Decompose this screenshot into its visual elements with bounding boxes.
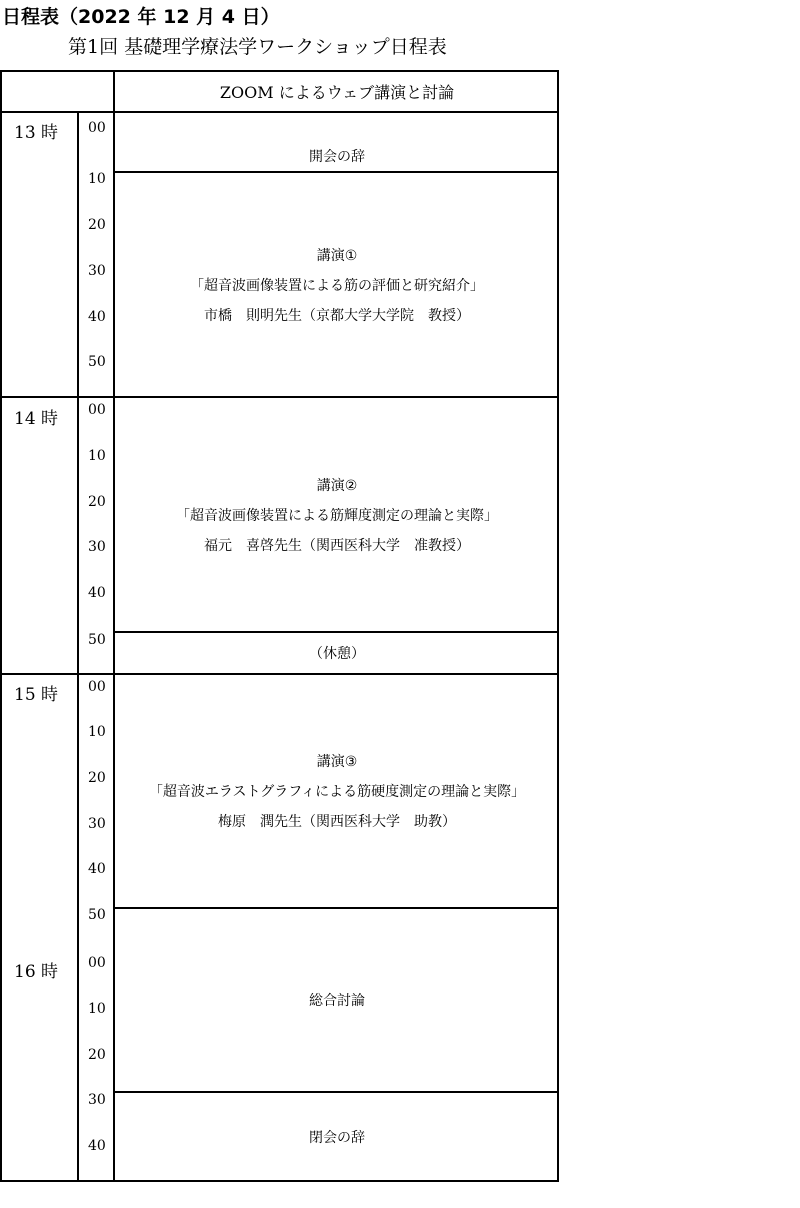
minute-label: 30	[88, 539, 106, 555]
minute-label: 20	[88, 770, 106, 786]
minute-label: 10	[88, 1001, 106, 1017]
minute-label: 00	[88, 955, 106, 971]
minute-label: 50	[88, 354, 106, 370]
minute-label: 30	[88, 1092, 106, 1108]
table-border-left	[0, 70, 2, 1182]
lecture2-title: 講演②	[316, 477, 358, 494]
lecture1-topic: 「超音波画像装置による筋の評価と研究紹介」	[190, 277, 484, 294]
lecture1-block	[116, 173, 558, 396]
hour-divider-15	[0, 673, 115, 675]
minute-label: 40	[88, 585, 106, 601]
minute-label: 10	[88, 724, 106, 740]
break-block	[116, 633, 558, 673]
minute-column-divider	[77, 111, 79, 1182]
minute-label: 00	[88, 120, 106, 136]
minute-label: 00	[88, 679, 106, 695]
lecture2-speaker: 福元 喜啓先生（関西医科大学 准教授）	[204, 537, 470, 554]
lecture3-block	[116, 675, 558, 907]
minute-label: 10	[88, 171, 106, 187]
minute-label: 50	[88, 632, 106, 648]
minute-label: 30	[88, 263, 106, 279]
lecture2-topic: 「超音波画像装置による筋輝度測定の理論と実際」	[176, 507, 498, 524]
closing-block	[116, 1093, 558, 1180]
lecture3-title: 講演③	[316, 754, 358, 770]
break-label: （休憩）	[309, 646, 365, 662]
table-border-bottom	[0, 1180, 559, 1182]
page-heading: 日程表（2022 年 12 月 4 日）	[2, 6, 280, 28]
lecture2-block	[116, 398, 558, 631]
discussion-label: 総合討論	[309, 993, 365, 1009]
table-header: ZOOM によるウェブ講演と討論	[219, 83, 455, 102]
hour-divider-14	[0, 396, 115, 398]
closing-label: 閉会の辞	[309, 1129, 365, 1146]
lecture3-topic: 「超音波エラストグラフィによる筋硬度測定の理論と実際」	[148, 784, 526, 800]
opening-label: 開会の辞	[309, 149, 365, 165]
minute-label: 20	[88, 1047, 106, 1063]
lecture1-title: 講演①	[316, 247, 358, 264]
lecture3-speaker: 梅原 潤先生（関西医科大学 助教）	[218, 814, 456, 830]
hour-label-13: 13 時	[14, 123, 59, 143]
minute-label: 10	[88, 448, 106, 464]
discussion-block	[116, 909, 558, 1091]
opening-block	[116, 113, 558, 171]
schedule-subtitle: 第1回 基礎理学療法学ワークショップ日程表	[68, 36, 447, 58]
content-column-divider	[113, 70, 115, 1182]
hour-label-15: 15 時	[14, 685, 59, 705]
hour-label-16: 16 時	[14, 962, 59, 982]
minute-label: 50	[88, 907, 106, 923]
minute-label: 40	[88, 861, 106, 877]
minute-label: 40	[88, 1138, 106, 1154]
lecture1-speaker: 市橋 則明先生（京都大学大学院 教授）	[204, 307, 470, 324]
minute-label: 30	[88, 816, 106, 832]
hour-label-14: 14 時	[14, 409, 59, 429]
minute-label: 20	[88, 494, 106, 510]
minute-label: 20	[88, 217, 106, 233]
minute-label: 00	[88, 402, 106, 418]
minute-label: 40	[88, 309, 106, 325]
